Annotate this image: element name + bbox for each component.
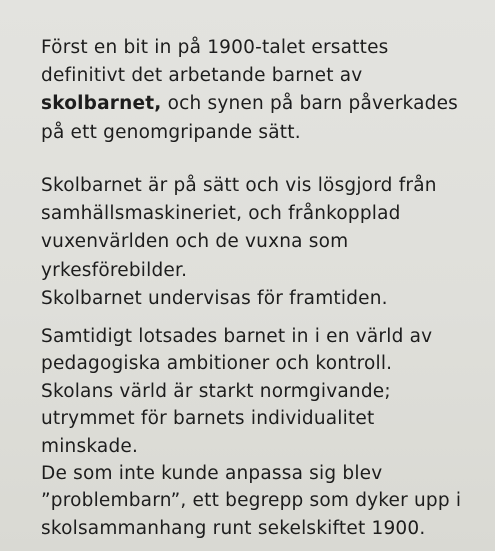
text-line: Skolbarnet undervisas för framtiden. <box>41 287 388 309</box>
text-line: skolsammanhang runt sekelskiftet 1900. <box>41 517 426 539</box>
paragraph-3 <box>41 323 461 542</box>
text-line: på ett genomgripande sätt. <box>41 121 301 143</box>
text-line <box>41 90 458 118</box>
text-line: definitivt det arbetande barnet av <box>41 65 363 87</box>
text-line: yrkesförebilder. <box>41 259 188 281</box>
text-line: pedagogiska ambitioner och kontroll. <box>41 353 393 375</box>
text-line: Skolbarnet är på sätt och vis lösgjord från <box>41 175 437 196</box>
text-line: Skolans värld är starkt normgivande; <box>41 380 391 402</box>
paragraph-2 <box>41 172 437 313</box>
text-line: Samtidigt lotsades barnet in i en värld av <box>41 326 433 347</box>
text-line-rest: och synen på barn påverkades <box>161 93 459 115</box>
text-line: Först en bit in på 1900-talet ersattes <box>41 37 389 58</box>
text-line: utrymmet för barnets individualitet <box>41 408 375 430</box>
text-line: samhällsmaskineriet, och frånkopplad <box>41 203 401 225</box>
emphasized-term: skolbarnet, <box>41 93 162 115</box>
text-line: vuxenvärlden och de vuxna som <box>41 231 349 253</box>
text-line: De som inte kunde anpassa sig blev <box>41 463 383 485</box>
text-line: minskade. <box>41 435 139 457</box>
paragraph-1 <box>41 34 458 147</box>
text-line: ”problembarn”, ett begrepp som dyker upp i <box>41 490 462 512</box>
